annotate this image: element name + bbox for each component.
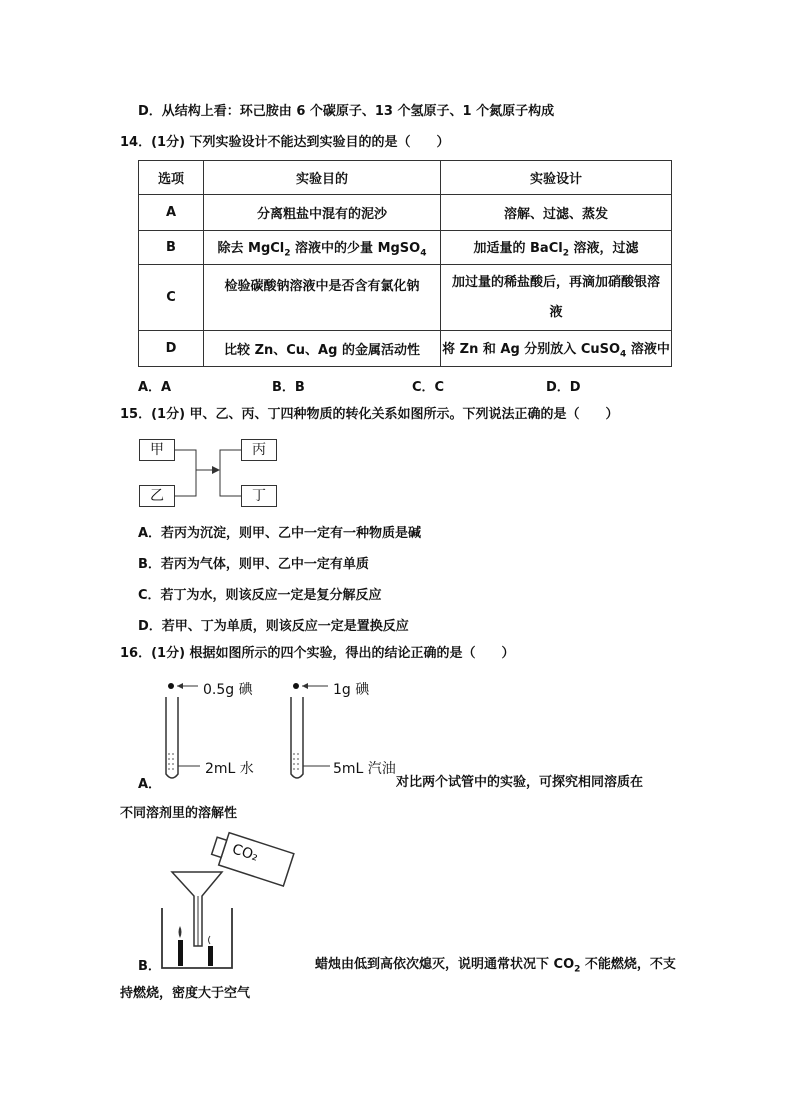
row-goal: 分离粗盐中混有的泥沙 <box>204 195 441 231</box>
b-text: 不能燃烧，不支 <box>580 957 676 972</box>
co2-candle-figure <box>150 828 300 976</box>
row-goal: 比较 Zn、Cu、Ag 的金属活动性 <box>204 331 441 367</box>
design-text: 溶液中 <box>626 341 670 357</box>
q13-option-d: D．从结构上看：环己胺由 6 个碳原子、13 个氢原子、1 个氮原子构成 <box>138 104 555 119</box>
q14-answer-c: C．C <box>412 380 445 395</box>
test-tube <box>291 697 303 778</box>
row-option: C <box>139 265 204 331</box>
q14-answer-b: B．B <box>272 380 305 395</box>
design-line: 液 <box>549 304 563 320</box>
flame-icon <box>179 926 182 938</box>
design-line: 加过量的稀盐酸后，再滴加硝酸银溶 <box>451 274 660 290</box>
tube2-bottom-label: 5mL 汽油 <box>333 761 396 777</box>
header-goal: 实验目的 <box>204 161 441 195</box>
design-subscript: 2 <box>562 248 569 259</box>
header-design: 实验设计 <box>441 161 672 195</box>
q16-option-a-label: A． <box>138 777 162 792</box>
q14-stem: 14．(1分) 下列实验设计不能达到实验目的的是（ ） <box>120 135 450 150</box>
iodine-dot <box>168 683 174 689</box>
q16-option-b-text-cont: 持燃烧，密度大于空气 <box>120 986 251 1001</box>
smoke-icon <box>209 936 211 944</box>
row-design: 溶解、过滤、蒸发 <box>441 195 672 231</box>
goal-text: 除去 MgCl <box>217 240 285 256</box>
q16-option-b-label: B． <box>138 959 161 974</box>
candle-tall <box>208 946 213 966</box>
q16-option-b-text <box>315 953 676 975</box>
q16-option-a-text: 对比两个试管中的实验，可探究相同溶质在 <box>396 775 644 790</box>
goal-subscript: 4 <box>420 248 427 259</box>
row-option: D <box>139 331 204 367</box>
q14-answer-d: D．D <box>546 380 581 395</box>
co2-bottle-label: CO₂ <box>230 841 261 865</box>
test-tube <box>166 697 178 778</box>
goal-subscript: 2 <box>284 248 291 259</box>
q16-option-a-text-cont: 不同溶剂里的溶解性 <box>120 806 238 821</box>
tube2-top-label: 1g 碘 <box>333 682 370 698</box>
q15-option-c: C．若丁为水，则该反应一定是复分解反应 <box>138 588 382 603</box>
row-option: A <box>139 195 204 231</box>
row-option: B <box>139 231 204 265</box>
candle-short <box>178 940 183 966</box>
q15-option-b: B．若丙为气体，则甲、乙中一定有单质 <box>138 557 369 572</box>
design-text: 将 Zn 和 Ag 分别放入 CuSO <box>442 341 621 357</box>
tube1-bottom-label: 2mL 水 <box>205 761 254 777</box>
iodine-dot <box>293 683 299 689</box>
q15-option-a: A．若丙为沉淀，则甲、乙中一定有一种物质是碱 <box>138 526 422 541</box>
b-text: 蜡烛由低到高依次熄灭，说明通常状况下 CO <box>315 957 575 972</box>
box-bing: 丙 <box>241 439 277 461</box>
header-option: 选项 <box>139 161 204 195</box>
q15-stem: 15．(1分) 甲、乙、丙、丁四种物质的转化关系如图所示。下列说法正确的是（ ） <box>120 407 619 422</box>
tube1-top-label: 0.5g 碘 <box>203 682 253 698</box>
goal-text: 溶液中的少量 MgSO <box>290 240 421 256</box>
box-ding: 丁 <box>241 485 277 507</box>
b-subscript: 2 <box>574 964 581 975</box>
design-text: 加适量的 BaCl <box>473 240 563 256</box>
q14-answer-a: A．A <box>138 380 172 395</box>
q16-stem: 16．(1分) 根据如图所示的四个实验，得出的结论正确的是（ ） <box>120 646 515 661</box>
box-jia: 甲 <box>139 439 175 461</box>
design-text: 溶液，过滤 <box>568 240 639 256</box>
row-goal: 检验碳酸钠溶液中是否含有氯化钠 <box>204 265 441 331</box>
q15-option-d: D．若甲、丁为单质，则该反应一定是置换反应 <box>138 619 409 634</box>
box-yi: 乙 <box>139 485 175 507</box>
design-subscript: 4 <box>620 349 627 360</box>
